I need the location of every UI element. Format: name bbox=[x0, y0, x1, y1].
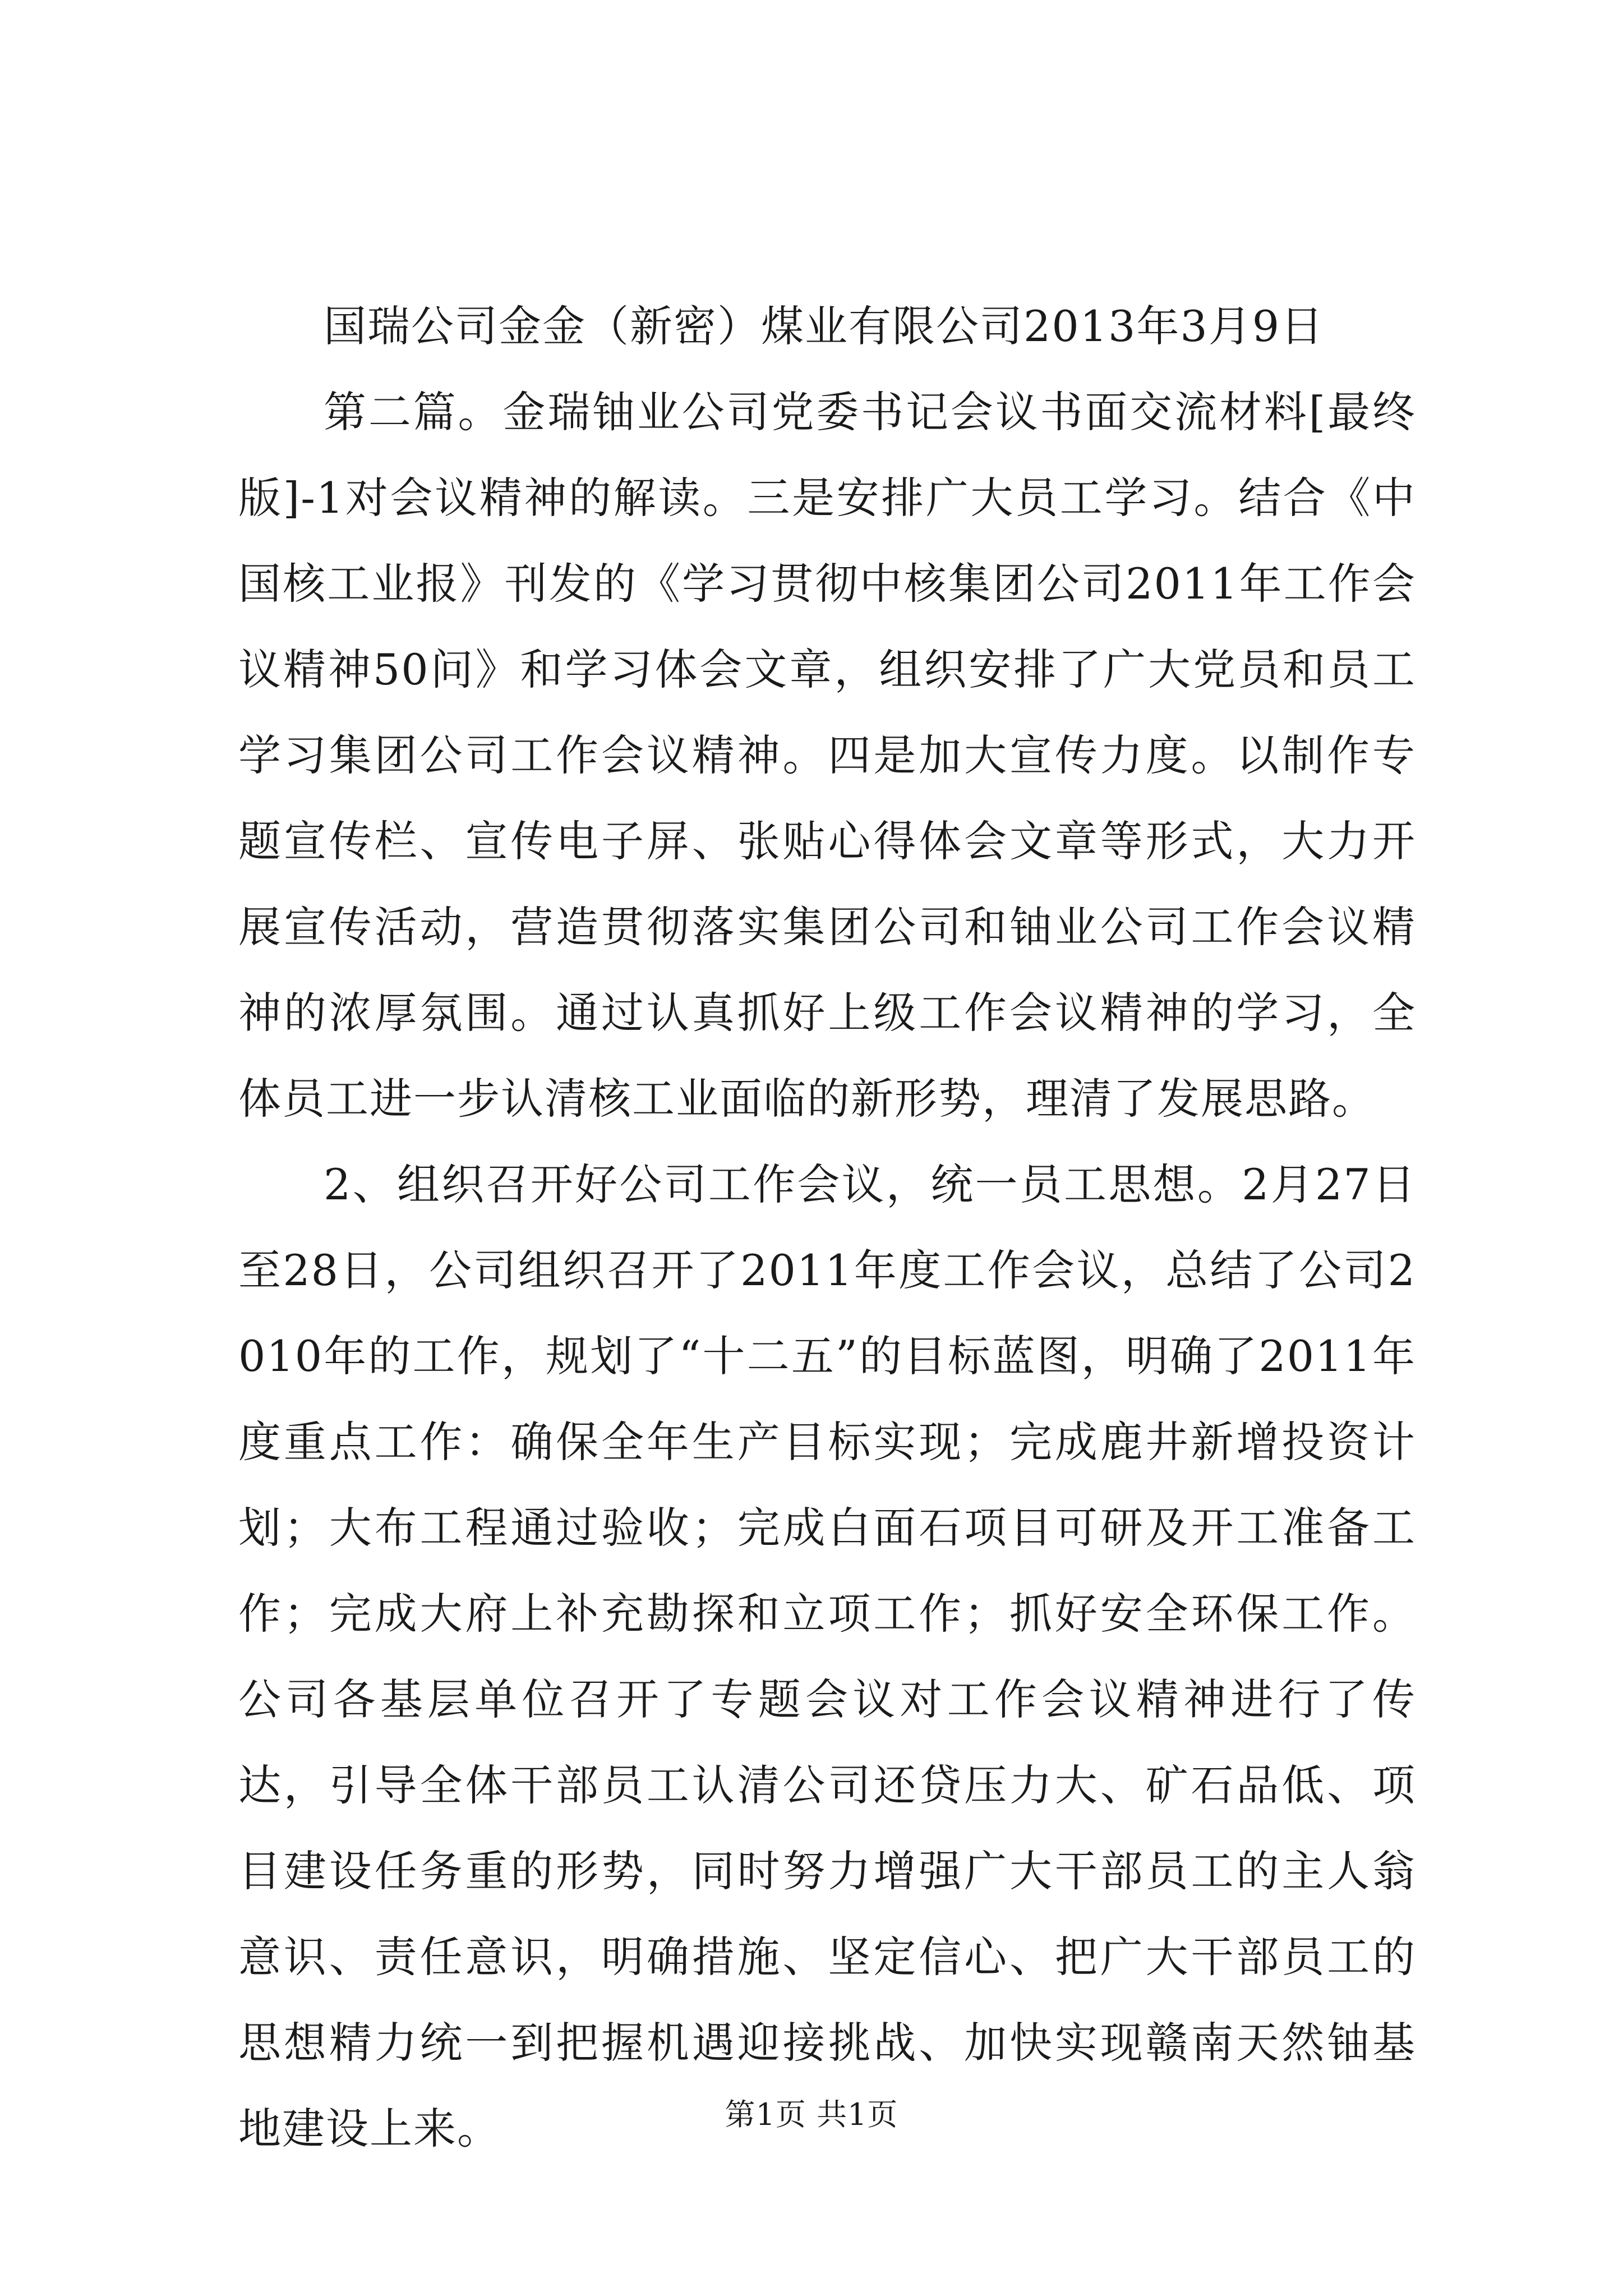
paragraph-date-line: 国瑞公司金金（新密）煤业有限公司2013年3月9日 bbox=[324, 301, 1325, 351]
paragraph-second-article: 第二篇。金瑞铀业公司党委书记会议书面交流材料[最终版]-1对会议精神的解读。三是安排广大员工学习。结合《中国核工业报》刊发的《学习贯彻中核集团公司2011年工作会议精神50问》和学习体会文章，组织安排了广大党员和员工学习集团公司工作会议精神。四是加大宣传力度。以制作专题宣传栏、宣传电子屏、张贴心得体会文章等形式，大力开展宣传活动，营造贯彻落实集团公司和铀业公司工作会议精神的浓厚氛围。通过认真抓好上级工作会议精神的学习，全体员工进一步认清核工业面临的新形势，理清了发展思路。 bbox=[238, 387, 1416, 1124]
paragraph-company-meeting: 2、组织召开好公司工作会议，统一员工思想。2月27日至28日，公司组织召开了2011年度工作会议，总结了公司2010年的工作，规划了“十二五”的目标蓝图，明确了2011年度重点工作：确保全年生产目标实现；完成鹿井新增投资计划；大布工程通过验收；完成白面石项目可研及开工准备工作；完成大府上补充勘探和立项工作；抓好安全环保工作。公司各基层单位召开了专题会议对工作会议精神进行了传达，引导全体干部员工认清公司还贷压力大、矿石品低、项目建设任务重的形势，同时努力增强广大干部员工的主人翁意识、责任意识，明确措施、坚定信心、把广大干部员工的思想精力统一到把握机遇迎接挑战、加快实现赣南天然铀基地建设上来。 bbox=[238, 1159, 1416, 2154]
document-body bbox=[238, 283, 1416, 2171]
page-number-footer: 第1页 共1页 bbox=[725, 2097, 898, 2132]
